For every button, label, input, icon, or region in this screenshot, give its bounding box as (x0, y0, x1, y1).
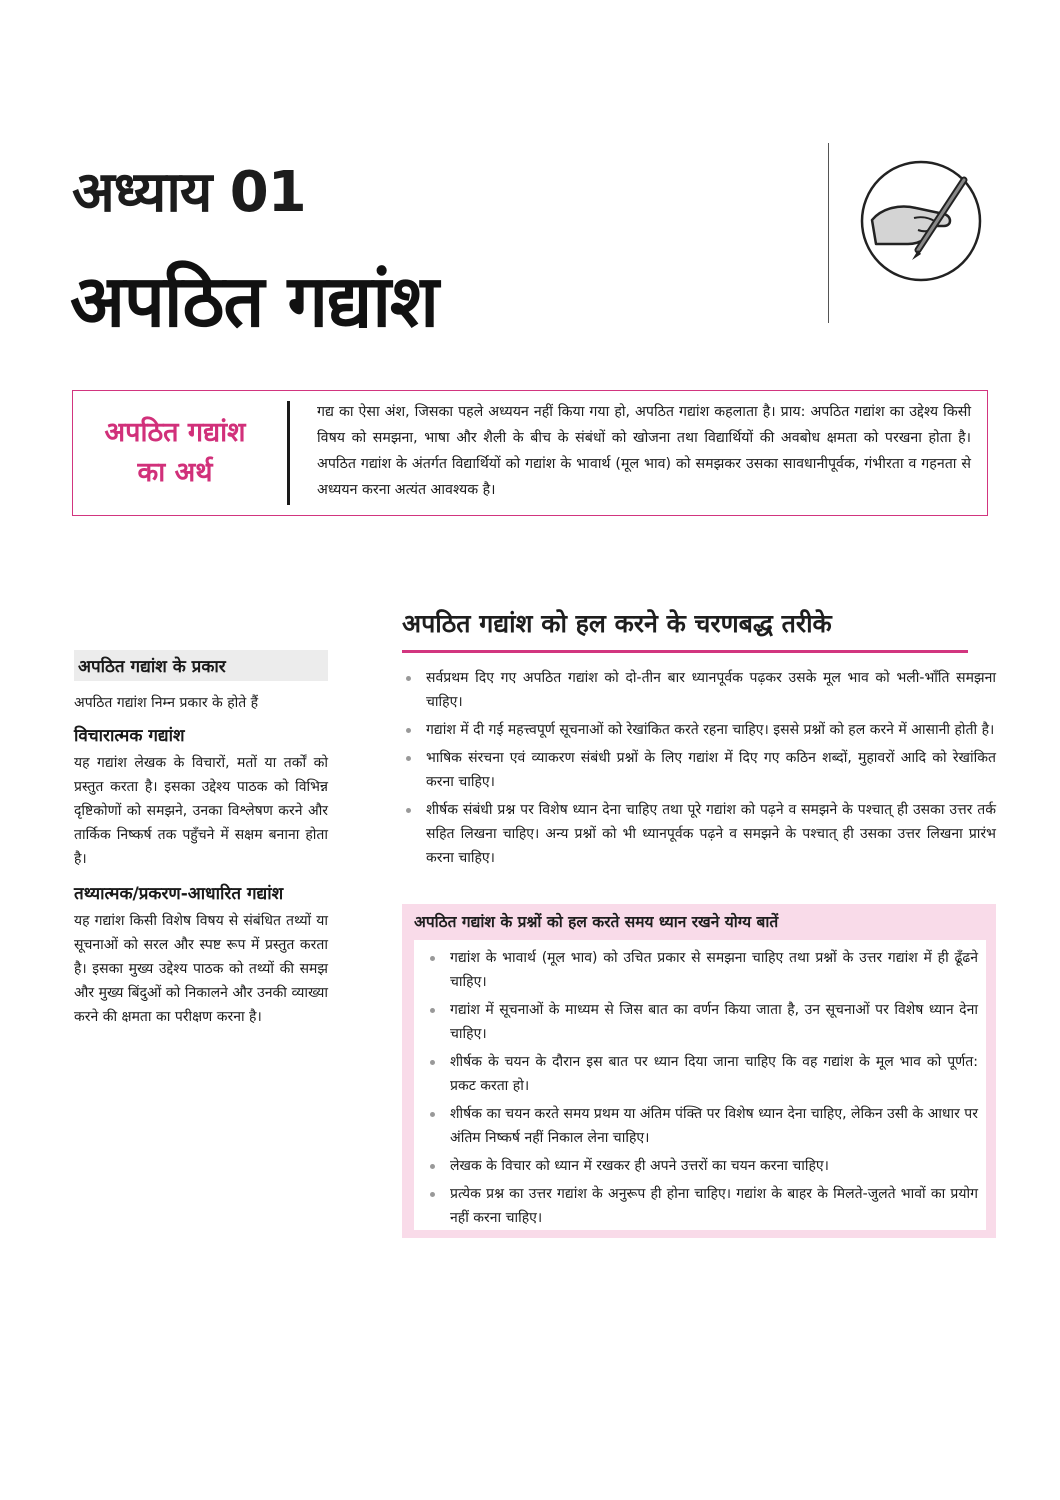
meaning-heading-line1: अपठित गद्यांश (104, 417, 246, 448)
list-item: प्रत्येक प्रश्न का उत्तर गद्यांश के अनुरूप ही होना चाहिए। गद्यांश के बाहर के मिलते-जुलते भावों का प्रयोग नहीं करना चाहिए। (426, 1182, 978, 1230)
tips-box (402, 904, 996, 1238)
list-item: गद्यांश के भावार्थ (मूल भाव) को उचित प्रकार से समझना चाहिए तथा प्रश्नों के उत्तर गद्यांश में ही ढूँढने चाहिए। (426, 946, 978, 994)
title-divider (828, 143, 829, 323)
types-intro: अपठित गद्यांश निम्न प्रकार के होते हैं (74, 695, 259, 711)
steps-list (402, 666, 996, 874)
list-item: शीर्षक के चयन के दौरान इस बात पर ध्यान दिया जाना चाहिए कि वह गद्यांश के मूल भाव को पूर्णत: प्रकट करता हो। (426, 1050, 978, 1098)
type-title-thought: विचारात्मक गद्यांश (74, 726, 185, 746)
list-item: सर्वप्रथम दिए गए अपठित गद्यांश को दो-तीन बार ध्यानपूर्वक पढ़कर उसके मूल भाव को भली-भाँति समझना चाहिए। (402, 666, 996, 714)
meaning-box (72, 390, 988, 516)
tips-list (414, 940, 986, 1230)
tips-panel (414, 940, 986, 1230)
chapter-number: अध्याय 01 (72, 160, 306, 225)
list-item: लेखक के विचार को ध्यान में रखकर ही अपने उत्तरों का चयन करना चाहिए। (426, 1154, 978, 1178)
meaning-heading-line2: का अर्थ (137, 457, 213, 488)
list-item: गद्यांश में सूचनाओं के माध्यम से जिस बात का वर्णन किया जाता है, उन सूचनाओं पर विशेष ध्यान देना चाहिए। (426, 998, 978, 1046)
list-item: शीर्षक संबंधी प्रश्न पर विशेष ध्यान देना चाहिए तथा पूरे गद्यांश को पढ़ने व समझने के पश्चात् ही उसका उत्तर तर्क सहित लिखना चाहिए। अन्य प्रश्नों को भी ध्यानपूर्वक पढ़ने व समझने के पश्चात् ही उसका उत्तर लिखना प्रारंभ करना चाहिए। (402, 798, 996, 870)
steps-title: अपठित गद्यांश को हल करने के चरणबद्ध तरीके (402, 609, 832, 638)
tips-heading: अपठित गद्यांश के प्रश्नों को हल करते समय ध्यान रखने योग्य बातें (414, 913, 779, 931)
types-column (74, 650, 328, 1039)
types-heading: अपठित गद्यांश के प्रकार (74, 650, 328, 681)
meaning-text: गद्य का ऐसा अंश, जिसका पहले अध्ययन नहीं किया गया हो, अपठित गद्यांश कहलाता है। प्राय: अपठित गद्यांश का उद्देश्य किसी विषय को समझना, भाषा और शैली के बीच के संबंधों को खोजना तथा विद्यार्थियों की अवबोध क्षमता को परखना होता है। अपठित गद्यांश के अंतर्गत विद्यार्थियों को गद्यांश के भावार्थ (मूल भाव) को समझकर उसका सावधानीपूर्वक, गंभीरता व गहनता से अध्ययन करना अत्यंत आवश्यक है। (317, 404, 971, 498)
list-item: गद्यांश में दी गई महत्त्वपूर्ण सूचनाओं को रेखांकित करते रहना चाहिए। इससे प्रश्नों को हल करने में आसानी होती है। (402, 718, 996, 742)
type-title-factual: तथ्यात्मक/प्रकरण-आधारित गद्यांश (74, 884, 284, 904)
list-item: भाषिक संरचना एवं व्याकरण संबंधी प्रश्नों के लिए गद्यांश में दिए गए कठिन शब्दों, मुहावरों आदि को रेखांकित करना चाहिए। (402, 746, 996, 794)
steps-underline (402, 650, 968, 653)
chapter-title: अपठित गद्यांश (70, 259, 438, 343)
meaning-divider (287, 401, 290, 505)
meaning-heading (73, 413, 277, 493)
type-text-thought: यह गद्यांश लेखक के विचारों, मतों या तर्कों को प्रस्तुत करता है। इसका उद्देश्य पाठक को विभिन्न दृष्टिकोणों को समझने, उनका विश्लेषण करने और तार्किक निष्कर्ष तक पहुँचने में सक्षम बनाना होता है। (74, 755, 328, 867)
type-text-factual: यह गद्यांश किसी विशेष विषय से संबंधित तथ्यों या सूचनाओं को सरल और स्पष्ट रूप में प्रस्तुत करता है। इसका मुख्य उद्देश्य पाठक को तथ्यों की समझ और मुख्य बिंदुओं को निकालने और उनकी व्याख्या करने की क्षमता का परीक्षण करना है। (74, 913, 328, 1025)
hand-writing-icon (860, 160, 982, 282)
list-item: शीर्षक का चयन करते समय प्रथम या अंतिम पंक्ति पर विशेष ध्यान देना चाहिए, लेकिन उसी के आधार पर अंतिम निष्कर्ष नहीं निकाल लेना चाहिए। (426, 1102, 978, 1150)
